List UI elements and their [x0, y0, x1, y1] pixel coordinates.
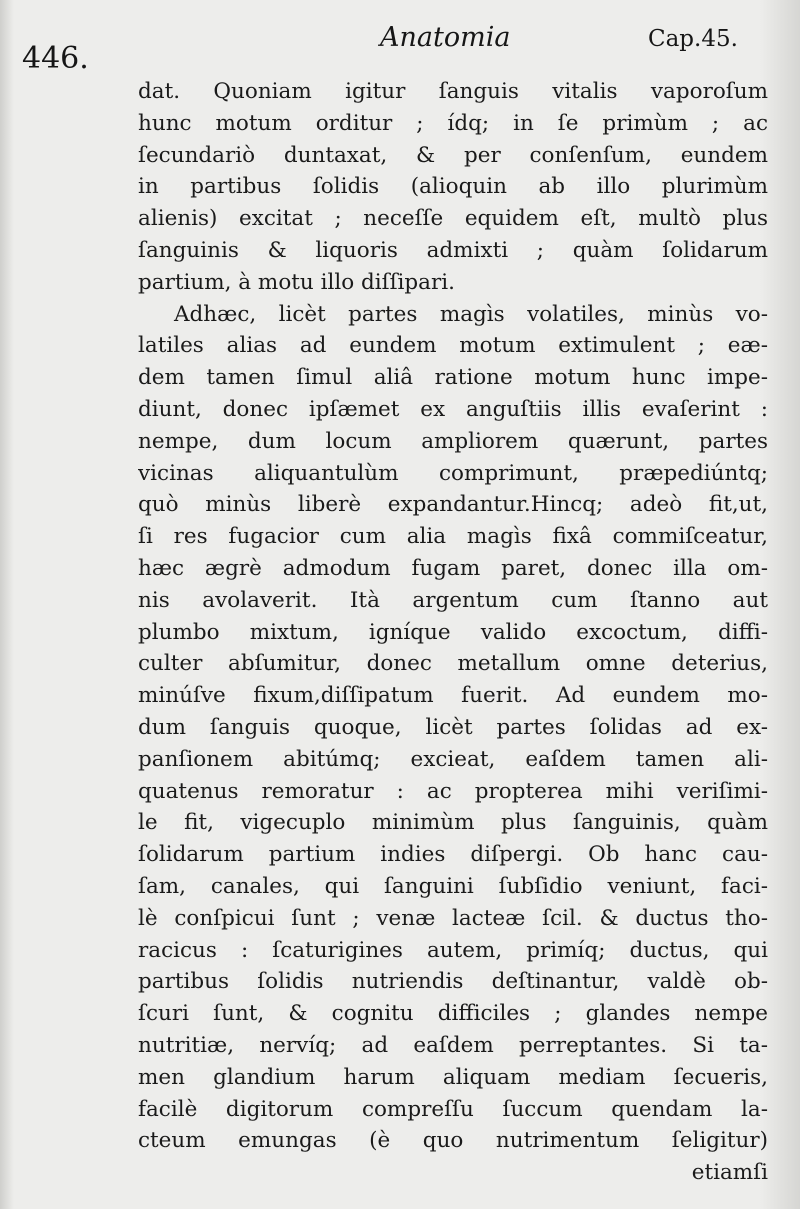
page-left-shadow	[0, 0, 14, 1209]
text-line: quò minùs liberè expandantur.Hincq; adeò fit,ut,	[138, 492, 768, 518]
running-title: Anatomia	[380, 22, 511, 53]
text-line: plumbo mixtum, igníque valido excoctum, diffi-	[138, 619, 768, 645]
text-line: hunc motum orditur ; ídq; in ſe primùm ; ac	[138, 110, 768, 136]
text-line: diunt, donec ipſæmet ex anguſtiis illis evaſerint :	[138, 396, 768, 422]
text-line: nis avolaverit. Ità argentum cum ſtanno aut	[138, 587, 768, 613]
text-line: dum ſanguis quoque, licèt partes ſolidas ad ex-	[138, 714, 768, 740]
text-line: men glandium harum aliquam mediam ſecueris,	[138, 1064, 768, 1090]
text-line: cteum emungas (è quo nutrimentum ſeligitur)	[138, 1128, 768, 1154]
text-line: culter abſumitur, donec metallum omne deterius,	[138, 651, 768, 677]
catchword: etiamſi	[691, 1160, 768, 1186]
text-line: in partibus ſolidis (alioquin ab illo plurimùm	[138, 174, 768, 200]
text-line: minúſve fixum,diſſipatum fuerit. Ad eundem mo-	[138, 683, 768, 709]
text-line: partium, à motu illo diſſipari.	[138, 269, 455, 295]
text-line: quatenus remoratur : ac propterea mihi veriſimi-	[138, 778, 768, 804]
text-line: ſanguinis & liquoris admixti ; quàm ſolidarum	[138, 237, 768, 263]
text-line: partibus ſolidis nutriendis deſtinantur, valdè ob-	[138, 969, 768, 995]
page-number: 446.	[22, 41, 89, 76]
text-line: dem tamen ſimul aliâ ratione motum hunc impe-	[138, 365, 768, 391]
text-line: ſolidarum partium indies diſpergi. Ob hanc cau-	[138, 842, 768, 868]
text-line: Adhæc, licèt partes magìs volatiles, minùs vo-	[174, 301, 768, 327]
text-line: le fit, vigecuplo minimùm plus ſanguinis, quàm	[138, 810, 768, 836]
text-line: nutritiæ, nervíq; ad eaſdem perreptantes. Si ta-	[138, 1032, 768, 1058]
text-line: ſcuri ſunt, & cognitu difficiles ; glandes nempe	[138, 1001, 768, 1027]
chapter-label: Cap.45.	[648, 26, 738, 52]
text-line: panſionem abitúmq; excieat, eaſdem tamen ali-	[138, 746, 768, 772]
text-line: nempe, dum locum ampliorem quærunt, partes	[138, 428, 768, 454]
body-text	[138, 76, 768, 1189]
text-line: dat. Quoniam igitur ſanguis vitalis vaporoſum	[138, 79, 768, 104]
text-line: hæc ægrè admodum fugam paret, donec illa om-	[138, 555, 768, 581]
text-line: ſam, canales, qui ſanguini ſubſidio veniunt, faci-	[138, 873, 768, 899]
text-line: facilè digitorum compreſſu ſuccum quendam la-	[138, 1096, 768, 1122]
text-line: ſecundariò duntaxat, & per conſenſum, eundem	[138, 142, 768, 168]
text-line: alienis) excitat ; neceſſe equidem eſt, multò plus	[138, 206, 768, 232]
text-line: latiles alias ad eundem motum extimulent ; eæ-	[138, 333, 768, 359]
text-line: racicus : ſcaturigines autem, primíq; ductus, qui	[138, 937, 768, 963]
text-line: vicinas aliquantulùm comprimunt, præpediúntq;	[138, 460, 768, 486]
text-line: lè conſpicui ſunt ; venæ lacteæ ſcil. & ductus tho-	[138, 905, 768, 931]
text-line: ſi res fugacior cum alia magìs fixâ commiſceatur,	[138, 524, 768, 550]
